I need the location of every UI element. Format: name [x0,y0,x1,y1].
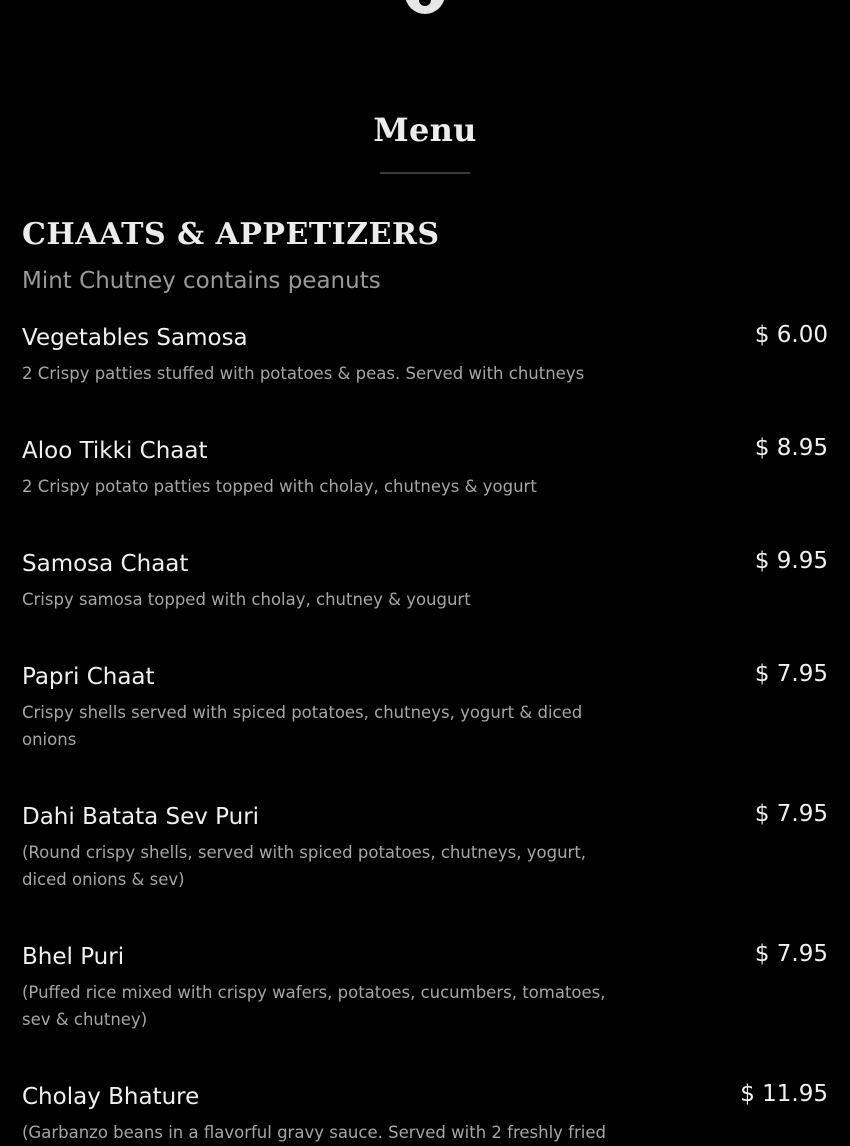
menu-item-description: Crispy samosa topped with cholay, chutney & yougurt [22,590,471,609]
menu-item-price: $ 7.95 [754,661,828,687]
section-note: Mint Chutney contains peanuts [22,268,381,294]
menu-item-description: (Puffed rice mixed with crispy wafers, potatoes, cucumbers, tomatoes, sev & chutney) [22,983,606,1029]
menu-item-name: Cholay Bhature [22,1084,200,1110]
menu-item [22,322,828,387]
logo-mark [419,0,431,6]
menu-item-name: Aloo Tikki Chaat [22,438,208,464]
menu-item-description: 2 Crispy patties stuffed with potatoes & peas. Served with chutneys [22,364,585,383]
page-title: Menu [373,111,477,149]
menu-item-name: Vegetables Samosa [22,325,248,351]
menu-item-name: Papri Chaat [22,664,155,690]
menu-item [22,1081,828,1146]
menu-item-price: $ 7.95 [754,941,828,967]
menu-item-price: $ 9.95 [754,548,828,574]
menu-item-name: Bhel Puri [22,944,125,970]
logo-icon[interactable] [405,0,445,14]
menu-item-description: Crispy shells served with spiced potatoes, chutneys, yogurt & diced onions [22,703,583,749]
menu-item-price: $ 7.95 [754,801,828,827]
menu-item [22,548,828,613]
menu-item [22,801,828,893]
menu-item-name: Samosa Chaat [22,551,189,577]
section-heading: CHAATS & APPETIZERS [22,217,440,252]
menu-item [22,435,828,500]
menu-item-description: 2 Crispy potato patties topped with cholay, chutneys & yogurt [22,477,537,496]
menu-item-price: $ 11.95 [740,1081,828,1107]
menu-item [22,661,828,753]
title-divider [380,172,470,174]
menu-item [22,941,828,1033]
menu-item-price: $ 6.00 [754,322,828,348]
menu-item-description: (Garbanzo beans in a flavorful gravy sauce. Served with 2 freshly fried [22,1123,606,1142]
menu-item-price: $ 8.95 [754,435,828,461]
menu-item-description: (Round crispy shells, served with spiced potatoes, chutneys, yogurt, diced onions & sev) [22,843,587,889]
menu-item-name: Dahi Batata Sev Puri [22,804,260,830]
